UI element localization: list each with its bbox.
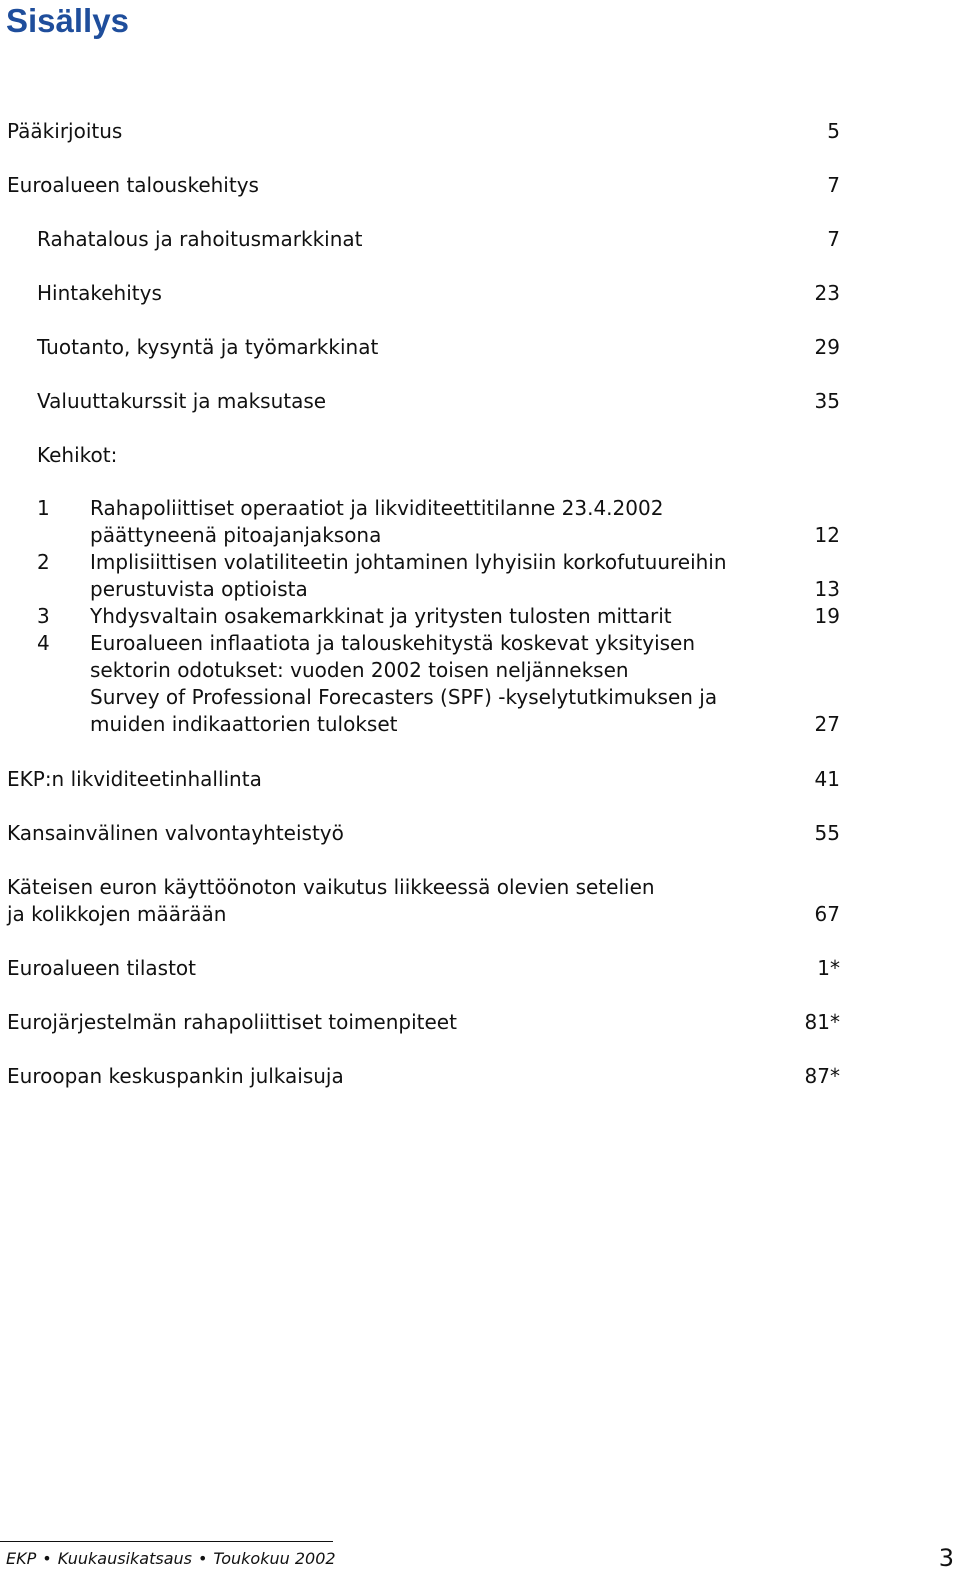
box-number: 1 [37, 496, 50, 520]
toc-box-3[interactable] [37, 603, 840, 630]
toc-entry-euroalueen-tilastot[interactable] [7, 954, 840, 982]
toc-section-kehikot [37, 441, 840, 469]
toc-entry-kateisen-euron-line1[interactable] [7, 873, 840, 901]
toc-entry-kateisen-euron-line2[interactable] [7, 900, 840, 928]
toc-entry-page: 7 [827, 227, 840, 251]
footer-bullet: • [42, 1549, 52, 1568]
toc-entry-page: 81* [804, 1010, 840, 1034]
toc-entry-eurojarjestelman[interactable] [7, 1008, 840, 1036]
toc-box-1[interactable] [37, 495, 840, 549]
toc-entry-label: Käteisen euron käyttöönoton vaikutus liikkeessä olevien setelien [7, 875, 655, 899]
toc-entry-label: Kansainvälinen valvontayhteistyö [7, 821, 344, 845]
toc-entry-kansainvalinen[interactable] [7, 819, 840, 847]
box-title [90, 495, 770, 549]
toc-entry-label: Valuuttakurssit ja maksutase [37, 389, 327, 413]
page-title: Sisällys [6, 2, 129, 39]
footer-divider [0, 1541, 333, 1542]
footer-issue: Toukokuu 2002 [213, 1549, 336, 1568]
box-number: 4 [37, 631, 50, 655]
box-number: 3 [37, 604, 50, 628]
toc-entry-page: 41 [814, 767, 840, 791]
toc-entry-page: 87* [804, 1064, 840, 1088]
toc-entry-page: 35 [814, 389, 840, 413]
box-title-line: Rahapoliittiset operaatiot ja likviditeettitilanne 23.4.2002 [90, 496, 664, 520]
footer-bullet: • [197, 1549, 208, 1568]
toc-entry-page: 23 [814, 281, 840, 305]
box-title-line: päättyneenä pitoajanjaksona [90, 523, 382, 547]
toc-entry-page: 67 [814, 902, 840, 926]
box-title-line: Yhdysvaltain osakemarkkinat ja yritysten tulosten mittarit [90, 604, 672, 628]
toc-entry-tuotanto[interactable] [37, 333, 840, 361]
box-title-line: Euroalueen inflaatiota ja talouskehitystä koskevat yksityisen [90, 631, 696, 655]
toc-box-2[interactable] [37, 549, 840, 603]
footer-publication: Kuukausikatsaus [57, 1549, 192, 1568]
toc-entry-label: Euroopan keskuspankin julkaisuja [7, 1064, 344, 1088]
toc-entry-page: 12 [814, 523, 840, 547]
box-title-line: muiden indikaattorien tulokset [90, 712, 398, 736]
toc-entry-julkaisuja[interactable] [7, 1062, 840, 1090]
toc-entry-label: ja kolikkojen määrään [7, 902, 227, 926]
toc-entry-paakirjoitus[interactable] [7, 117, 840, 145]
toc-entry-page: 19 [814, 604, 840, 628]
toc-entry-valuuttakurssit[interactable] [37, 387, 840, 415]
box-title-line: Survey of Professional Forecasters (SPF) -kyselytutkimuksen ja [90, 685, 718, 709]
toc-entry-label: Pääkirjoitus [7, 119, 123, 143]
toc-entry-euroalueen-talouskehitys[interactable] [7, 171, 840, 199]
toc-entry-label: Rahatalous ja rahoitusmarkkinat [37, 227, 363, 251]
toc-entry-rahatalous[interactable] [37, 225, 840, 253]
box-title [90, 549, 770, 603]
toc-entry-hintakehitys[interactable] [37, 279, 840, 307]
toc-section-label: Kehikot: [37, 443, 118, 467]
toc-entry-page: 27 [814, 712, 840, 736]
toc-entry-ekp-likviditeetinhallinta[interactable] [7, 765, 840, 793]
toc-entry-label: EKP:n likviditeetinhallinta [7, 767, 262, 791]
box-title [90, 630, 770, 738]
toc-entry-label: Euroalueen talouskehitys [7, 173, 259, 197]
toc-entry-page: 13 [814, 577, 840, 601]
running-footer [6, 1547, 336, 1571]
toc-entry-page: 5 [827, 119, 840, 143]
box-number: 2 [37, 550, 50, 574]
toc-entry-label: Euroalueen tilastot [7, 956, 197, 980]
toc-entry-label: Eurojärjestelmän rahapoliittiset toimenpiteet [7, 1010, 457, 1034]
page-number: 3 [938, 1544, 954, 1572]
toc-box-4[interactable] [37, 630, 840, 738]
toc-entry-label: Hintakehitys [37, 281, 162, 305]
toc-entry-label: Tuotanto, kysyntä ja työmarkkinat [37, 335, 379, 359]
toc-entry-page: 55 [814, 821, 840, 845]
toc-entry-page: 1* [817, 956, 840, 980]
box-title-line: perustuvista optioista [90, 577, 308, 601]
box-title [90, 603, 770, 630]
toc-entry-page: 29 [814, 335, 840, 359]
box-title-line: sektorin odotukset: vuoden 2002 toisen neljänneksen [90, 658, 629, 682]
toc-entry-page: 7 [827, 173, 840, 197]
footer-publisher: EKP [6, 1549, 37, 1568]
box-title-line: Implisiittisen volatiliteetin johtaminen lyhyisiin korkofutuureihin [90, 550, 727, 574]
